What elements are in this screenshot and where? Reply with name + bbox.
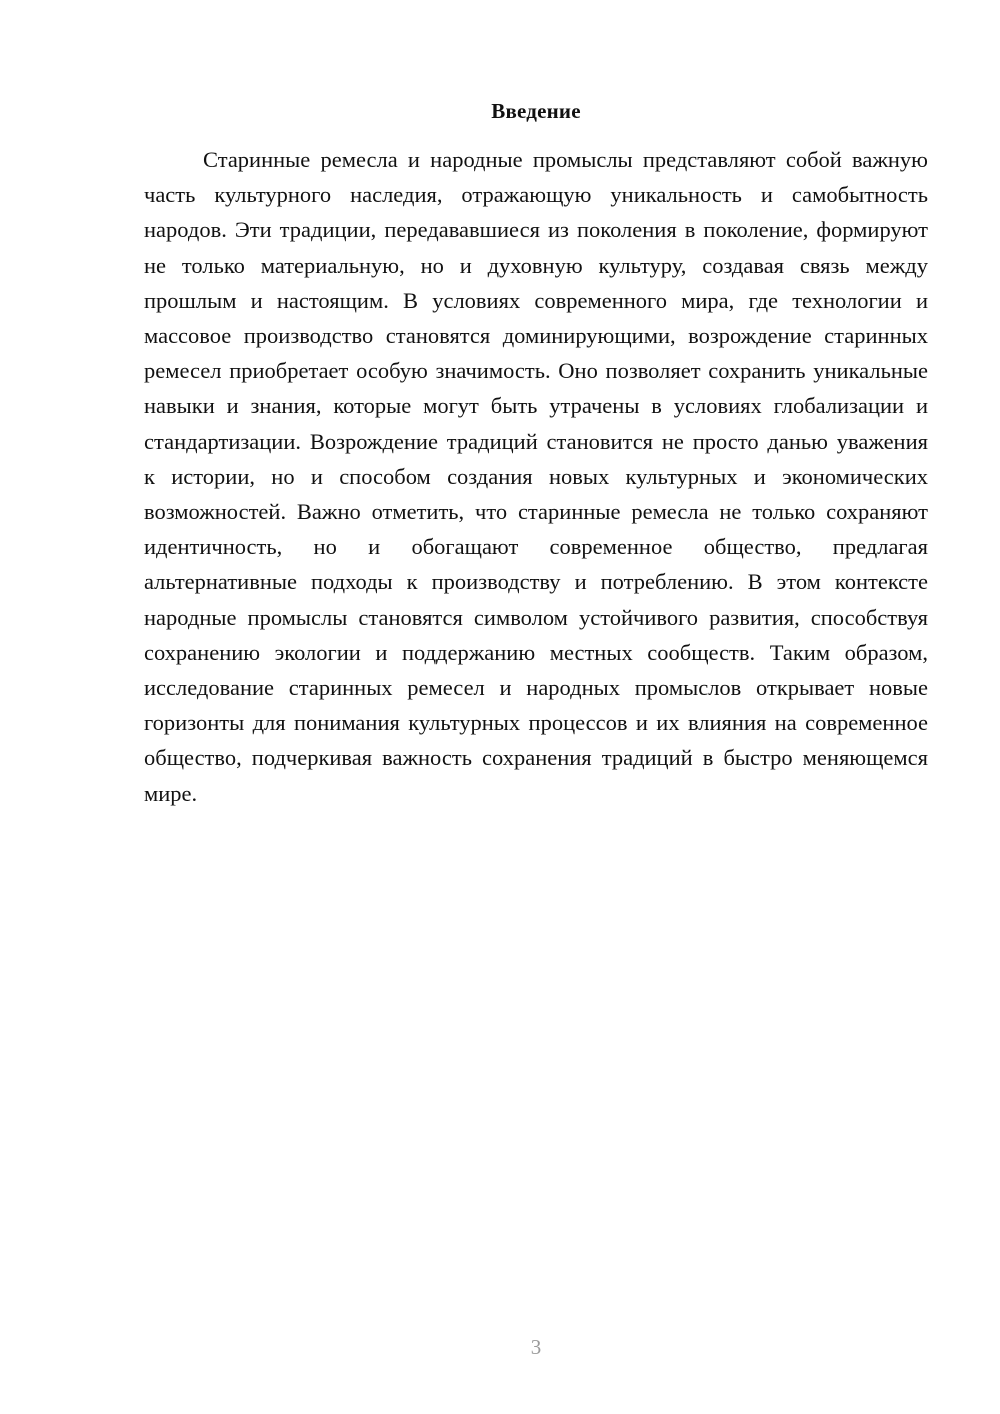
introduction-paragraph: Старинные ремесла и народные промыслы представляют собой важную часть культурного наследия, отражающую уникальность и самобытность народов. Эти традиции, передававшиеся из поколения в поколение, формируют не только материальную, но и духовную культуру, создавая связь между прошлым и настоящим. В условиях современного мира, где технологии и массовое производство становятся доминирующими, возрождение старинных ремесел приобретает особую значимость. Оно позволяет сохранить уникальные навыки и знания, которые могут быть утрачены в условиях глобализации и стандартизации. Возрождение традиций становится не просто данью уважения к истории, но и способом создания новых культурных и экономических возможностей. Важно отметить, что старинные ремесла не только сохраняют идентичность, но и обогащают современное общество, предлагая альтернативные подходы к производству и потреблению. В этом контексте народные промыслы становятся символом устойчивого развития, способствуя сохранению экологии и поддержанию местных сообществ. Таким образом, исследование старинных ремесел и народных промыслов открывает новые горизонты для понимания культурных процессов и их влияния на современное общество, подчеркивая важность сохранения традиций в быстро меняющемся мире. [144, 147, 928, 806]
page-number: 3 [530, 1335, 542, 1359]
section-heading: Введение [491, 99, 581, 123]
